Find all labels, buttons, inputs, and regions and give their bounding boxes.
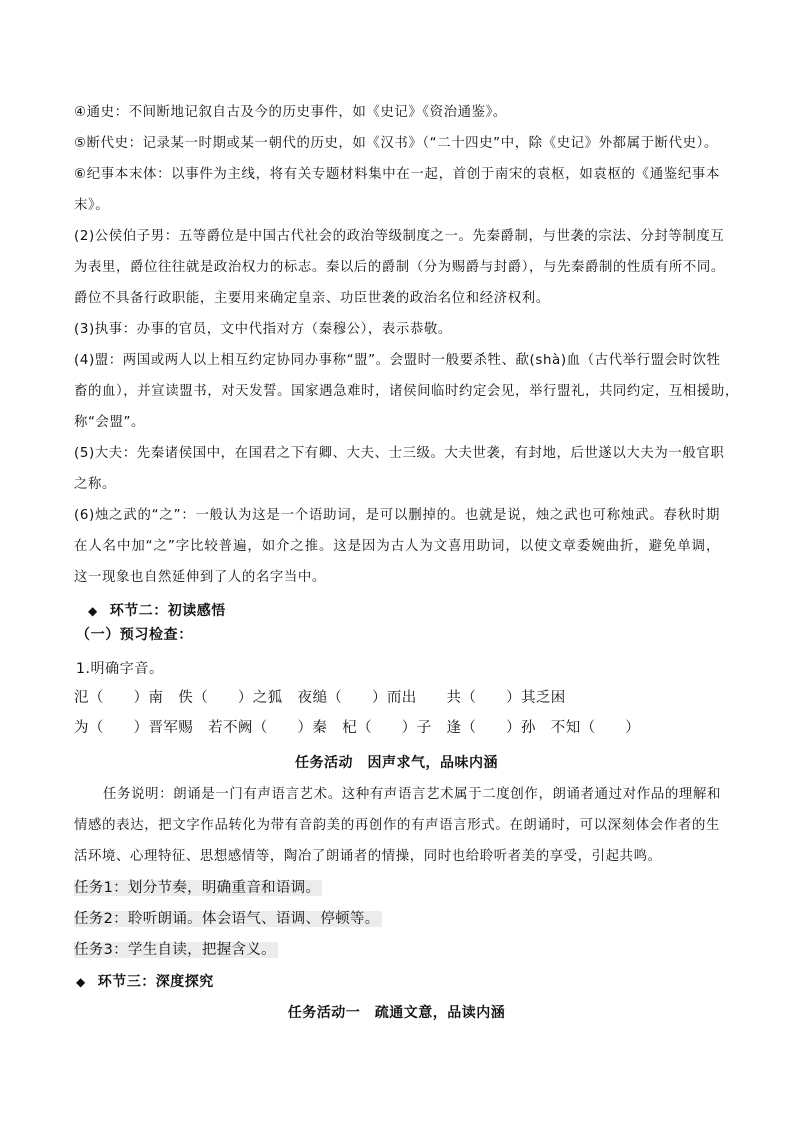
note-line: 畜的血），并宣读盟书，对天发誓。国家遇急难时，诸侯间临时约定会见，举行盟礼，共同约定，互相援助， (74, 384, 739, 399)
note-line: ⑥纪事本末体：以事件为主线，将有关专题材料集中在一起，首创于南宋的袁枢，如袁枢的《通鉴纪事本 (74, 167, 720, 182)
note-line: ⑤断代史：记录某一时期或某一朝代的历史，如《汉书》（“二十四史”中，除《史记》外都属于断代史）。 (74, 136, 718, 151)
note-line: (6)烛之武的“之”：一般认为这是一个语助词，是可以删掉的。也就是说，烛之武也可称烛武。春秋时期 (74, 508, 720, 523)
note-line: 在人名中加“之”字比较普遍，如介之推。这是因为古人为文喜用助词，以使文章委婉曲折，避免单调， (74, 539, 720, 554)
exercise-item: 1.明确字音。 (76, 661, 164, 677)
task-description-line: 情感的表达，把文字作品转化为带有音韵美的再创作的有声语言形式。在朗诵时，可以深刻体会作者的生 (74, 818, 720, 833)
note-line: ④通史：不间断地记叙自古及今的历史事件，如《史记》《资治通鉴》。 (74, 105, 507, 120)
pronunciation-line: 氾（ ）南 佚（ ）之狐 夜缒（ ）而出 共（ ）其乏困 (74, 690, 566, 706)
note-line: 这一现象也自然延伸到了人的名字当中。 (74, 570, 326, 585)
section-heading (76, 973, 214, 991)
task-heading: 任务活动一 疏通文意，品读内涵 (287, 1005, 506, 1021)
task-description-line: 活环境、心理特征、思想感情等，陶冶了朗诵者的情操，同时也给聆听者美的享受，引起共鸣。 (74, 849, 662, 864)
note-line: 末》。 (74, 198, 110, 213)
note-line: 为表里，爵位往往就是政治权力的标志。秦以后的爵制（分为赐爵与封爵），与先秦爵制的性质有所不同。 (74, 260, 725, 275)
task-item: 任务3：学生自读，把握含义。 (74, 942, 276, 958)
note-line: (4)盟：两国或两人以上相互约定协同办事称“盟”。会盟时一般要杀牲、歃(shà)血（古代举行盟会时饮牲 (74, 353, 721, 368)
diamond-bullet-icon: ◆ (88, 604, 98, 618)
task-description-line: 任务说明：朗诵是一门有声语言艺术。这种有声语言艺术属于二度创作，朗诵者通过对作品的理解和 (103, 787, 721, 802)
section-title: 环节二：初读感悟 (109, 603, 226, 619)
pronunciation-line: 为（ ）晋军赐 若不阙（ ）秦 杞（ ）子 逢（ ）孙 不知（ ） (74, 720, 641, 736)
note-line: (3)执事：办事的官员，文中代指对方（秦穆公），表示恭敬。 (74, 322, 452, 337)
note-line: 爵位不具备行政职能，主要用来确定皇亲、功臣世袭的政治名位和经济权利。 (74, 291, 550, 306)
subsection-heading: （一）预习检查： (76, 627, 193, 643)
section-title: 环节三：深度探究 (97, 974, 214, 990)
task-item: 任务2：聆听朗诵。体会语气、语调、停顿等。 (74, 911, 380, 927)
note-line: (5)大夫：先秦诸侯国中，在国君之下有卿、大夫、士三级。大夫世袭，有封地，后世遂以大夫为一般官职 (74, 446, 725, 461)
task-item: 任务1：划分节奏，明确重音和语调。 (74, 880, 321, 896)
note-line: 之称。 (74, 477, 116, 492)
task-heading: 任务活动 因声求气，品味内涵 (295, 755, 498, 771)
diamond-bullet-icon: ◆ (76, 975, 86, 989)
section-heading (88, 602, 226, 620)
note-line: (2)公侯伯子男：五等爵位是中国古代社会的政治等级制度之一。先秦爵制，与世袭的宗法、分封等制度互 (74, 229, 725, 244)
note-line: 称“会盟”。 (74, 415, 146, 430)
